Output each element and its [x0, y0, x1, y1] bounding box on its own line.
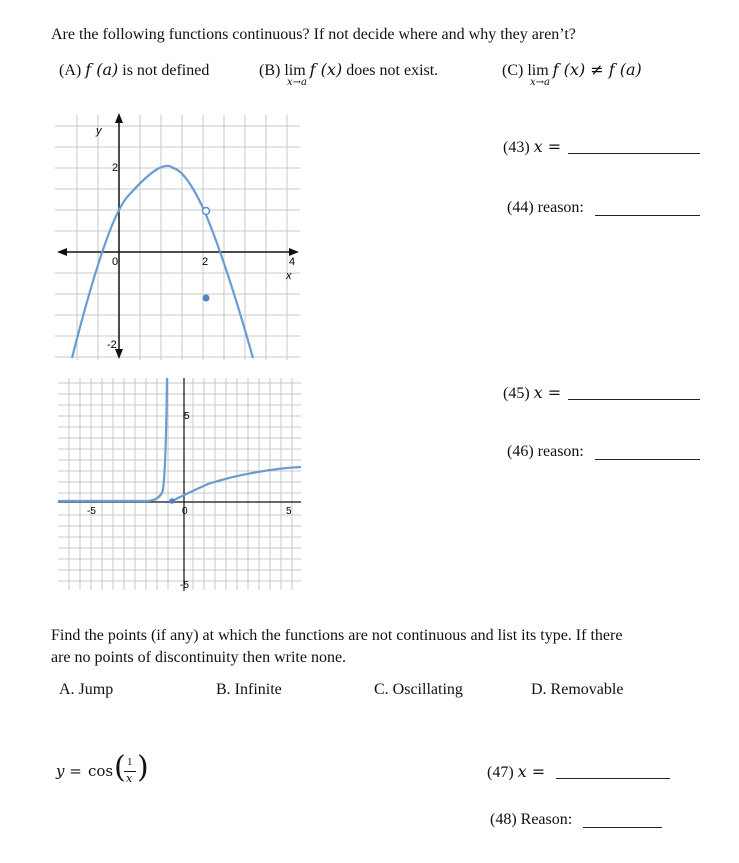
graph-2-tick-neg5-y: -5 [180, 580, 189, 591]
type-jump: A. Jump [59, 681, 114, 698]
answer-46-blank[interactable] [595, 459, 700, 460]
answer-43-label: (43) [503, 139, 530, 156]
option-c-lim: lim [527, 62, 549, 79]
option-c-label: (C) [502, 62, 524, 79]
fraction-denominator: x [126, 772, 133, 785]
answer-48-blank[interactable] [583, 827, 662, 828]
answer-43-blank[interactable] [568, 153, 700, 154]
answer-43-var: x = [533, 137, 562, 156]
function-name: cos [88, 762, 114, 780]
option-b-lim: lim [284, 62, 306, 79]
type-infinite: B. Infinite [216, 681, 282, 698]
option-c-expr: f (x) ≠ f (a) [552, 60, 642, 79]
answer-45 [503, 383, 561, 403]
answer-43 [503, 137, 561, 157]
answer-47-var: x = [517, 762, 546, 781]
answer-45-var: x = [533, 383, 562, 402]
graph-1-filled-point [203, 295, 210, 302]
answer-48-label: (48) Reason: [490, 811, 573, 828]
answer-46-label: (46) reason: [507, 443, 584, 460]
option-a [59, 60, 209, 80]
y-axis-up-arrow-icon [115, 113, 123, 123]
graph-1-open-point [203, 208, 210, 215]
graph-2-tick-0: 0 [182, 506, 188, 517]
answer-45-label: (45) [503, 385, 530, 402]
answer-47-label: (47) [487, 764, 514, 781]
graph-1 [55, 110, 305, 360]
left-paren: ( [114, 750, 126, 785]
graph-2 [58, 378, 304, 593]
graph-1-tick-2-x: 2 [202, 256, 209, 268]
answer-45-blank[interactable] [568, 399, 700, 400]
graph-1-tick-4-x: 4 [289, 256, 296, 268]
function-lhs: y = [56, 762, 82, 780]
option-b-limit-sub: x→a [287, 77, 307, 88]
option-a-label: (A) [59, 62, 82, 79]
question-text: Are the following functions continuous? If not decide where and why they aren’t? [51, 26, 576, 43]
instructions-line-2: are no points of discontinuity then write none. [51, 649, 347, 666]
answer-47-blank[interactable] [556, 778, 670, 779]
type-removable: D. Removable [531, 681, 624, 698]
right-paren: ) [137, 750, 149, 785]
answer-44-blank[interactable] [595, 215, 700, 216]
option-b-label: (B) [259, 62, 281, 79]
answer-47 [487, 762, 545, 782]
option-a-text: is not defined [122, 62, 210, 79]
graph-2-filled-point [169, 498, 175, 504]
graph-1-grid [55, 115, 300, 360]
graph-1-tick-0: 0 [112, 256, 119, 268]
graph-1-x-label: x [286, 270, 292, 282]
instructions-line-1: Find the points (if any) at which the functions are not continuous and list its type. If there [51, 627, 623, 644]
graph-2-tick-5-x: 5 [286, 506, 292, 517]
option-b-text: does not exist. [346, 62, 439, 79]
fraction-numerator: 1 [127, 756, 133, 768]
x-axis-left-arrow-icon [57, 248, 67, 256]
type-oscillating: C. Oscillating [374, 681, 463, 698]
option-a-expr: f (a) [85, 60, 119, 79]
graph-2-tick-5-y: 5 [184, 411, 190, 422]
x-axis-right-arrow-icon [289, 248, 299, 256]
graph-1-tick-2-y: 2 [112, 162, 119, 174]
option-b-expr: f (x) [309, 60, 343, 79]
graph-1-curve [72, 166, 253, 358]
answer-44-label: (44) reason: [507, 199, 584, 216]
graph-2-grid [58, 378, 301, 590]
option-b [259, 60, 438, 80]
option-c-limit-sub: x→a [530, 77, 550, 88]
graph-2-tick-neg5-x: -5 [87, 506, 96, 517]
graph-1-y-label: y [96, 125, 102, 137]
option-c [502, 60, 642, 80]
graph-1-tick-neg2-y: -2 [107, 339, 117, 351]
